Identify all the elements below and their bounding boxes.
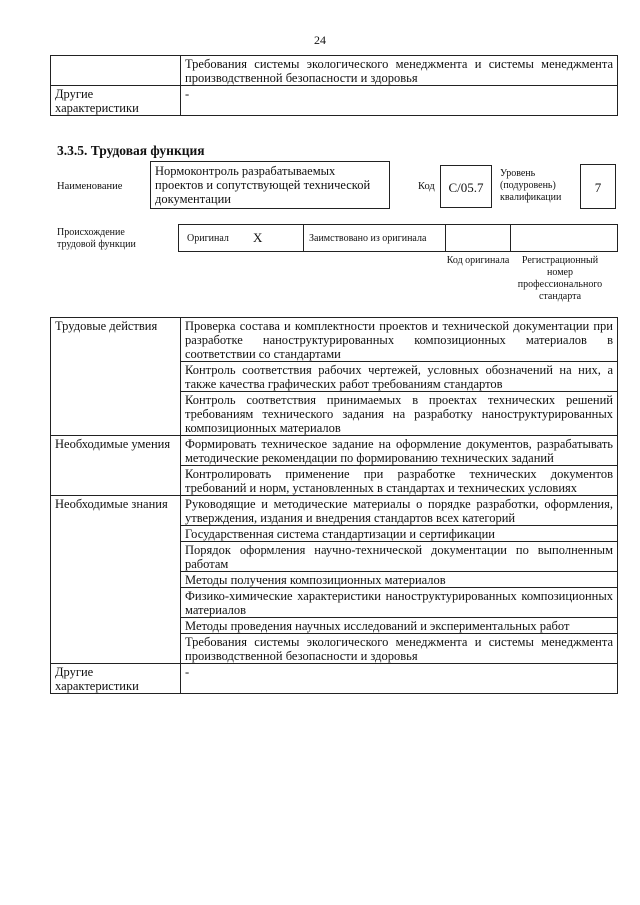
name-label: Наименование <box>57 181 123 192</box>
original-label: Оригинал <box>187 233 229 244</box>
group-item: - <box>181 664 618 694</box>
table-row <box>51 664 618 694</box>
top-continuation-table <box>50 55 618 116</box>
row-text: - <box>181 86 618 116</box>
group-label: Трудовые действия <box>51 318 181 436</box>
group-item: Физико-химические характеристики наноструктурированных композиционных материалов <box>181 588 618 618</box>
page-number: 24 <box>314 33 326 47</box>
section-title: 3.3.5. Трудовая функция <box>57 143 205 158</box>
origin-code-cell <box>445 225 511 251</box>
group-item: Методы проведения научных исследований и экспериментальных работ <box>181 618 618 634</box>
table-row <box>51 436 618 466</box>
table-row <box>51 496 618 526</box>
main-function-table <box>50 317 618 694</box>
reg-caption: Регистрационный номер профессионального стандарта <box>517 255 603 302</box>
level-value-box <box>580 164 616 209</box>
group-item: Методы получения композиционных материалов <box>181 572 618 588</box>
group-item: Государственная система стандартизации и сертификации <box>181 526 618 542</box>
group-item: Контроль соответствия принимаемых в проектах технических решений требованиям технического задания на разработку наноструктурированных композиционных материалов <box>181 392 618 436</box>
group-item: Порядок оформления научно-технической документации по выполненным работам <box>181 542 618 572</box>
origin-label: Происхождение трудовой функции <box>57 227 136 250</box>
function-code-box <box>440 165 492 208</box>
group-item: Руководящие и методические материалы о порядке разработки, оформления, утверждения, издания и внедрения стандартов всех категорий <box>181 496 618 526</box>
table-row <box>51 56 618 86</box>
group-label: Необходимые умения <box>51 436 181 496</box>
group-item: Контроль соответствия рабочих чертежей, условных обозначений на них, а также качества графических работ требованиям стандартов <box>181 362 618 392</box>
group-label: Необходимые знания <box>51 496 181 664</box>
group-item: Требования системы экологического менеджмента и системы менеджмента производственной безопасности и здоровья <box>181 634 618 664</box>
original-mark: X <box>253 230 263 245</box>
row-text: Требования системы экологического менеджмента и системы менеджмента производственной безопасности и здоровья <box>181 56 618 86</box>
group-item: Проверка состава и комплектности проектов и технической документации при разработке наноструктурированных композиционных материалов в соответствии со стандартами <box>181 318 618 362</box>
group-item: Формировать техническое задание на оформление документов, разрабатывать методические рекомендации по формированию технических заданий <box>181 436 618 466</box>
original-cell <box>179 225 304 251</box>
table-row <box>51 86 618 116</box>
code-caption: Код оригинала <box>446 255 510 266</box>
group-item: Контролировать применение при разработке технических документов требований и норм, установленных в стандартах и технических условиях <box>181 466 618 496</box>
row-label <box>51 56 181 86</box>
level-value: 7 <box>594 180 602 195</box>
function-name: Нормоконтроль разрабатываемых проектов и сопутствующей технической документации <box>155 164 371 206</box>
row-label: Другие характеристики <box>51 86 181 116</box>
table-row <box>51 318 618 362</box>
function-code: C/05.7 <box>448 180 484 195</box>
borrowed-label: Заимствовано из оригинала <box>309 233 427 244</box>
function-name-box <box>150 161 390 209</box>
level-label: Уровень (подуровень) квалификации <box>500 168 562 203</box>
origin-box <box>178 224 618 252</box>
code-label: Код <box>418 181 435 192</box>
group-label: Другие характеристики <box>51 664 181 694</box>
